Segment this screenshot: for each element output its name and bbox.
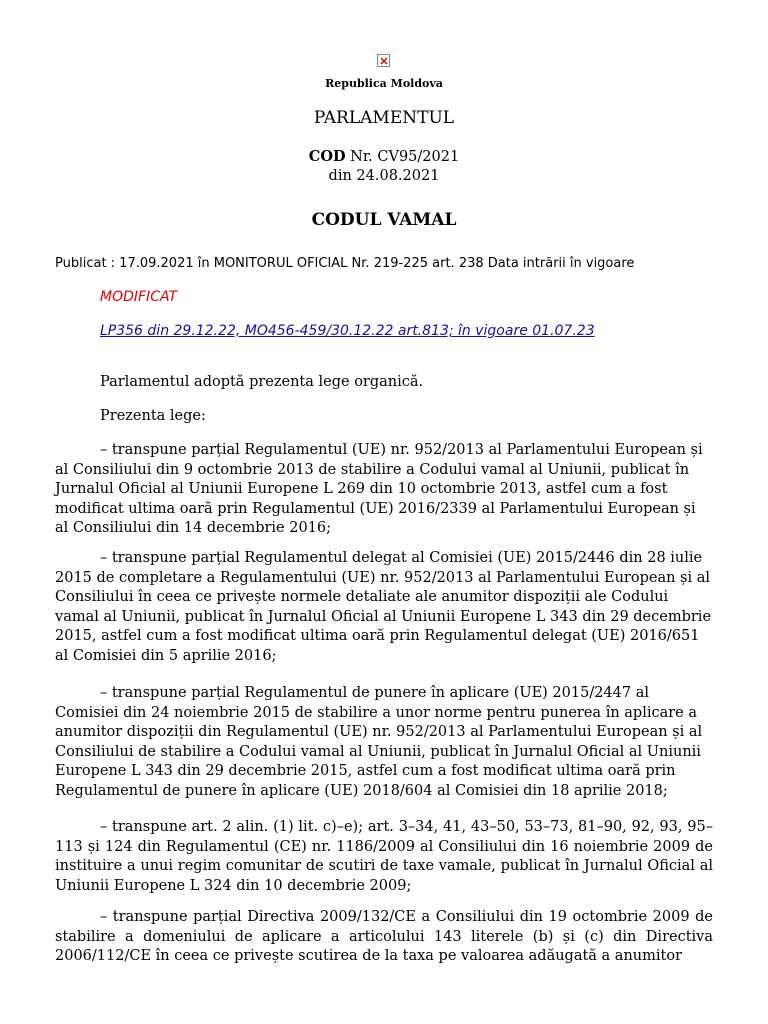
publication-info: Publicat : 17.09.2021 în MONITORUL OFICIAL Nr. 219-225 art. 238 Data intrării în vigoare (55, 256, 635, 271)
country-name: Republica Moldova (325, 77, 443, 90)
document-title: CODUL VAMAL (311, 210, 457, 230)
paragraph-transposition-5: – transpune parțial Directiva 2009/132/CE a Consiliului din 19 octombrie 2009 de stabilire a domeniului de aplicare a articolului 143 literele (b) și (c) din Directiva 2006/112/CE în ceea ce privește scutirea de la taxa pe valoarea adăugată a anumitor (55, 909, 713, 965)
paragraph-transposition-3: – transpune parțial Regulamentul de punere în aplicare (UE) 2015/2447 al Comisiei din 24 noiembrie 2015 de stabilire a unor norme pentru punerea în aplicare a anumitor dispoziții din Regulamentul (UE) nr. 952/2013 al Parlamentului European și al Consiliului de stabilire a Codului vamal al Uniunii, publicat în Jurnalul Oficial al Uniunii Europene L 343 din 29 decembrie 2015, astfel cum a fost modificat ultima oară prin Regulamentul de punere în aplicare (UE) 2018/604 al Comisiei din 18 aprilie 2018; (55, 685, 703, 799)
paragraph-transposition-2: – transpune parțial Regulamentul delegat al Comisiei (UE) 2015/2446 din 28 iulie 2015 de completare a Regulamentului (UE) nr. 952/2013 al Parlamentului European și al Consiliului în ceea ce privește normele detaliate ale anumitor dispoziții ale Codului vamal al Uniunii, publicat în Jurnalul Oficial al Uniunii Europene L 343 din 29 decembrie 2015, astfel cum a fost modificat ultima oară prin Regulamentul delegat (UE) 2016/651 al Comisiei din 5 aprilie 2016; (55, 550, 712, 664)
paragraph-intro: Prezenta lege: (100, 408, 206, 424)
broken-image-icon (377, 54, 390, 67)
code-number: Nr. CV95/2021 (350, 149, 460, 165)
paragraph-transposition-4: – transpune art. 2 alin. (1) lit. c)–e); art. 3–34, 41, 43–50, 53–73, 81–90, 92, 93, 95–113 și 124 din Regulamentul (CE) nr. 1186/2009 al Consiliului din 16 noiembrie 2009 de instituire a unui regim comunitar de scutiri de taxe vamale, publicat în Jurnalul Oficial al Uniunii Europene L 324 din 10 decembrie 2009; (55, 819, 713, 894)
institution-name: PARLAMENTUL (313, 108, 455, 128)
paragraph-adoption: Parlamentul adoptă prezenta lege organică. (100, 374, 424, 390)
paragraph-transposition-1: – transpune parțial Regulamentul (UE) nr. 952/2013 al Parlamentului European și al Consiliului din 9 octombrie 2013 de stabilire a Codului vamal al Uniunii, publicat în Jurnalul Oficial al Uniunii Europene L 269 din 10 octombrie 2013, astfel cum a fost modificat ultima oară prin Regulamentul (UE) 2016/2339 al Parlamentului European și al Consiliului din 14 decembrie 2016; (55, 442, 703, 537)
modified-label: MODIFICAT (100, 289, 178, 305)
amendment-link[interactable]: LP356 din 29.12.22, MO456-459/30.12.22 art.813; în vigoare 01.07.23 (100, 323, 595, 339)
code-block (0, 147, 768, 186)
code-line (0, 147, 768, 167)
code-label: COD (308, 148, 346, 165)
code-date: din 24.08.2021 (328, 168, 440, 184)
